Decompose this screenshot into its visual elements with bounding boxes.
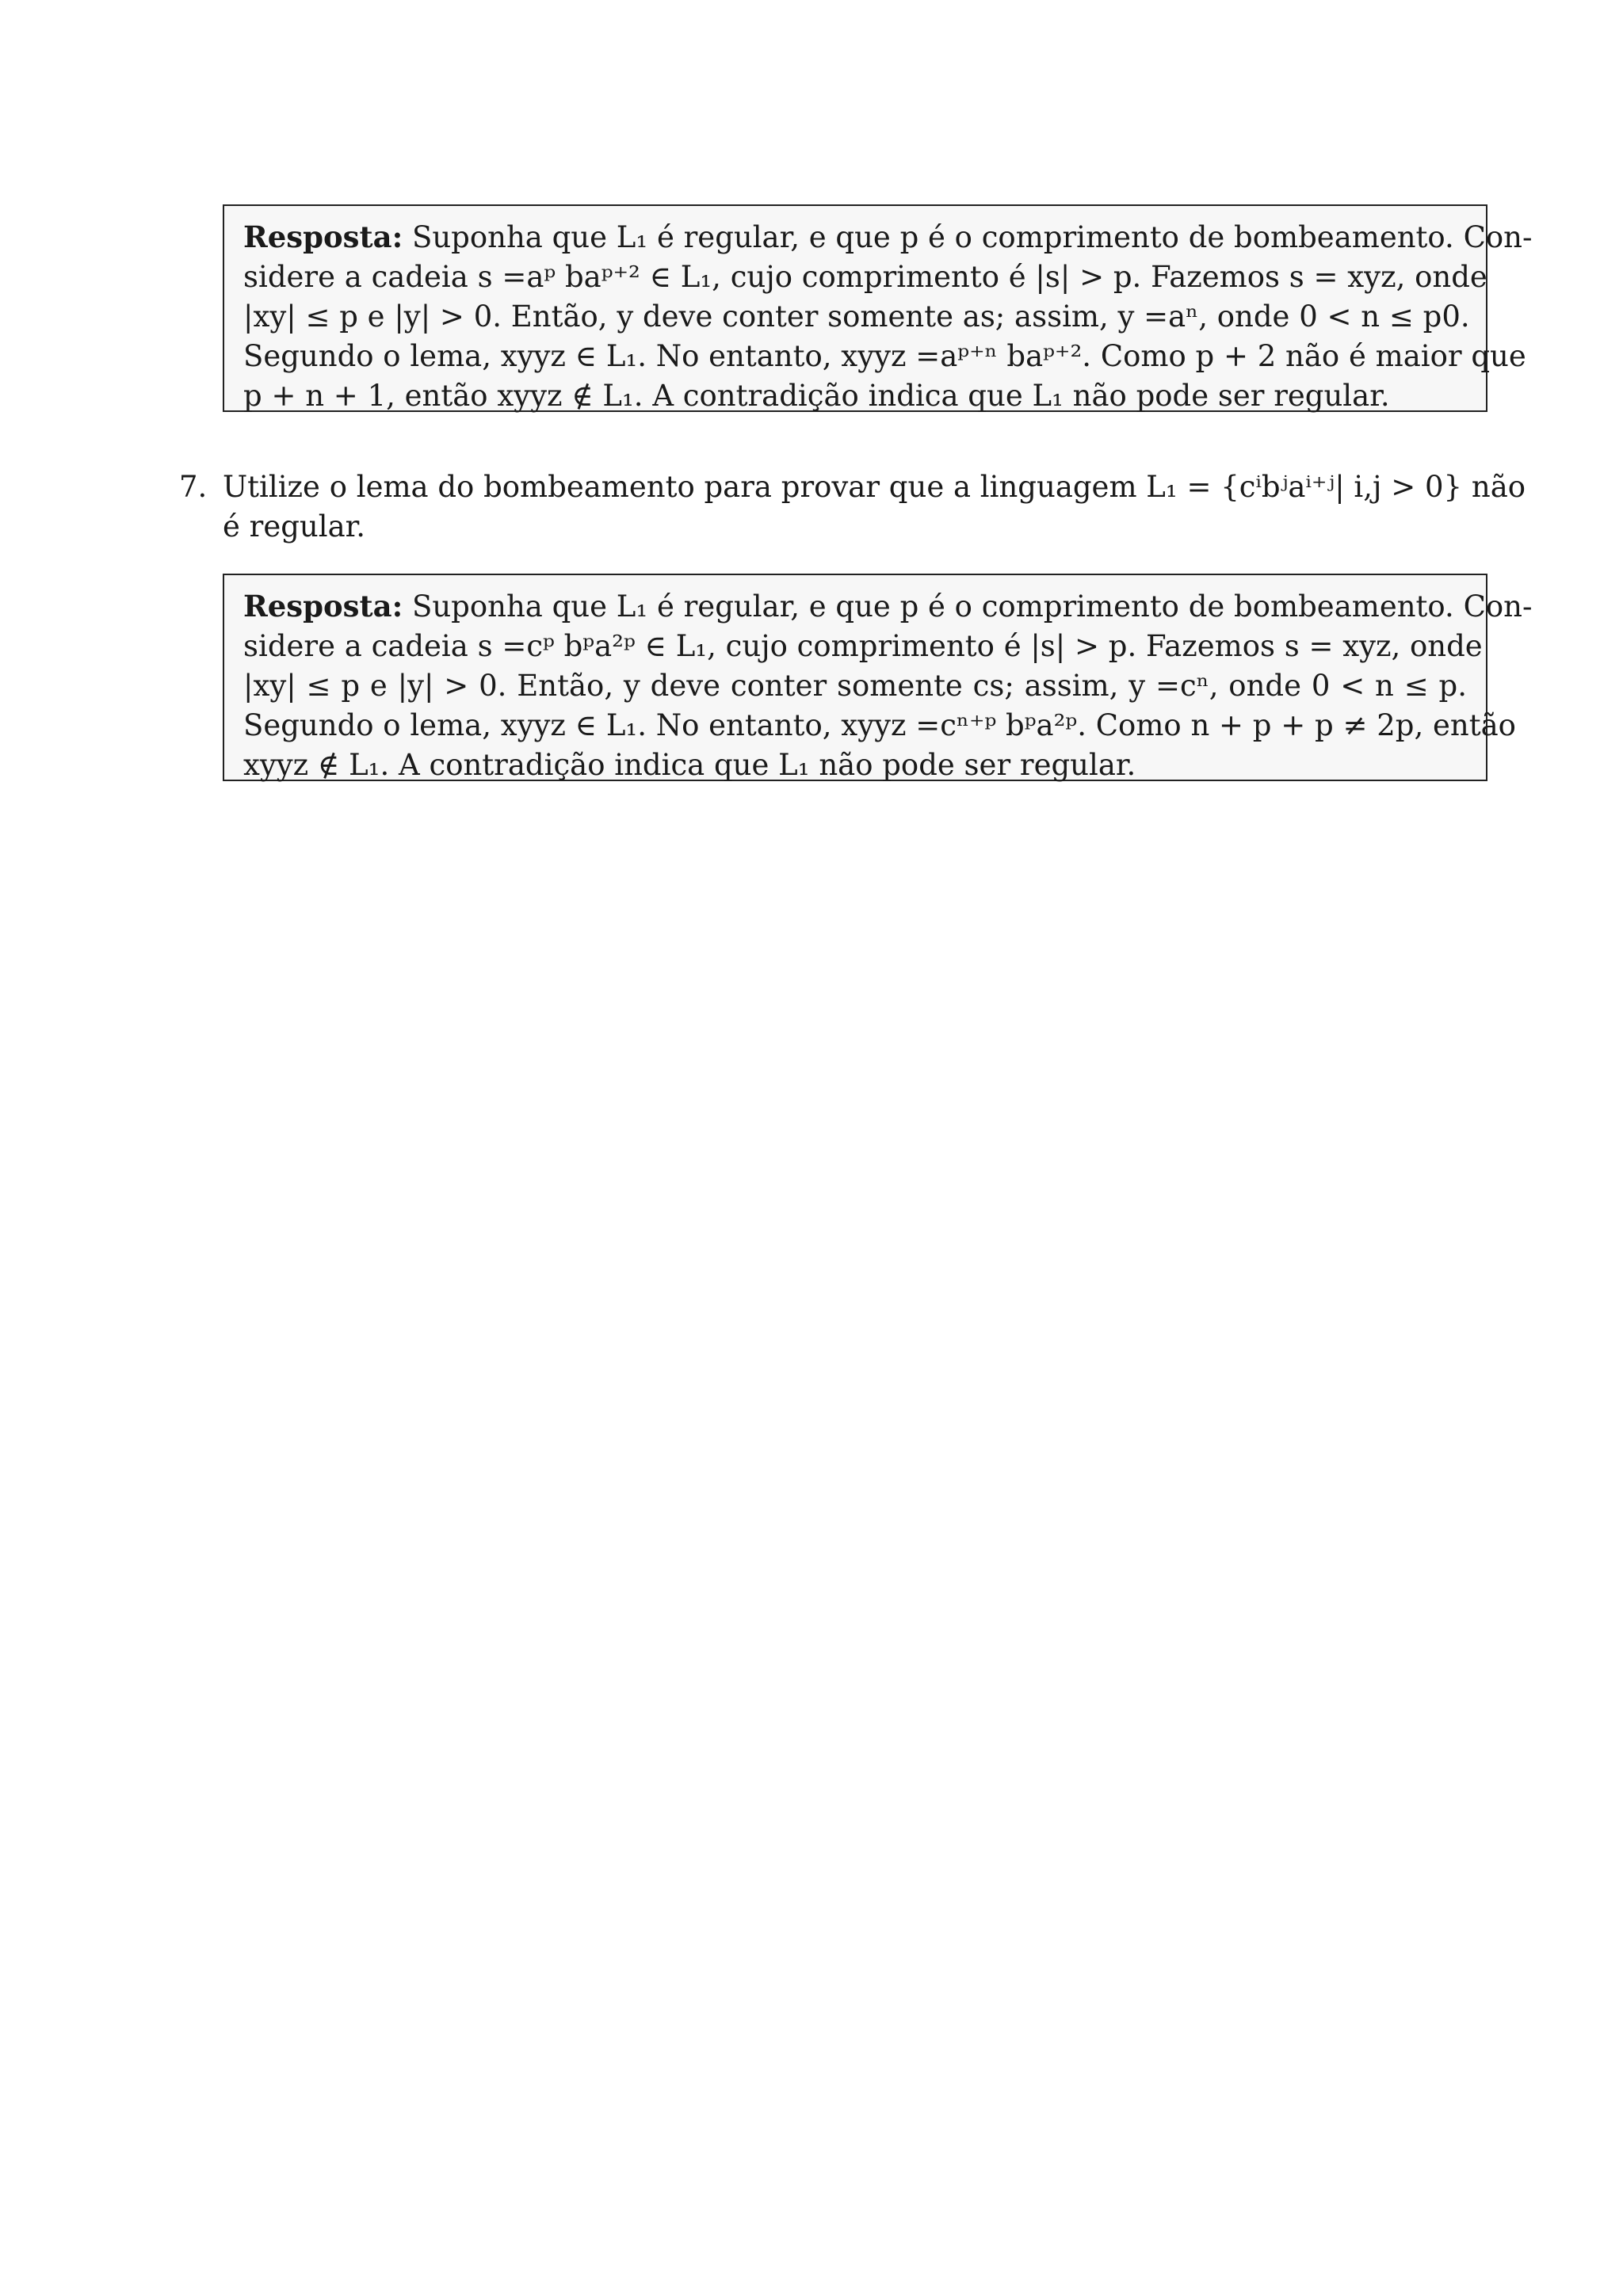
answer-label: Resposta: [243,589,403,624]
answer-line: |xy| ≤ p e |y| > 0. Então, y deve conter somente cs; assim, y =cⁿ, onde 0 < n ≤ p. [243,669,1467,703]
answer-line: Resposta: Suponha que L₁ é regular, e que p é o comprimento de bombeamento. Con- [243,589,1533,624]
answer-line: Resposta: Suponha que L₁ é regular, e que p é o comprimento de bombeamento. Con- [243,219,1533,254]
answer-box-2 [223,574,1533,782]
answer-line: p + n + 1, então xyyz ∉ L₁. A contradição indica que L₁ não pode ser regular. [243,379,1390,413]
question-number: 7. [179,470,208,504]
answer-line: Segundo o lema, xyyz ∈ L₁. No entanto, xyyz =cⁿ⁺ᵖ bᵖa²ᵖ. Como n + p + p ≠ 2p, então [243,708,1516,742]
question-text [223,467,1526,547]
answer-line: sidere a cadeia s =cᵖ bᵖa²ᵖ ∈ L₁, cujo comprimento é |s| > p. Fazemos s = xyz, onde [243,629,1483,663]
question-line: é regular. [223,509,366,543]
answer-line: xyyz ∉ L₁. A contradição indica que L₁ não pode ser regular. [243,748,1136,782]
question-7 [179,467,1526,547]
answer-line: |xy| ≤ p e |y| > 0. Então, y deve conter somente as; assim, y =aⁿ, onde 0 < n ≤ p0. [243,299,1470,334]
question-line: Utilize o lema do bombeamento para provar que a linguagem L₁ = {cⁱbʲaⁱ⁺ʲ| i,j > 0} não [223,470,1526,504]
answer-line: sidere a cadeia s =aᵖ baᵖ⁺² ∈ L₁, cujo comprimento é |s| > p. Fazemos s = xyz, onde [243,260,1487,294]
answer-label: Resposta: [243,219,403,254]
answer-line: Segundo o lema, xyyz ∈ L₁. No entanto, xyyz =aᵖ⁺ⁿ baᵖ⁺². Como p + 2 não é maior que [243,339,1526,373]
answer-box-1 [223,204,1533,413]
